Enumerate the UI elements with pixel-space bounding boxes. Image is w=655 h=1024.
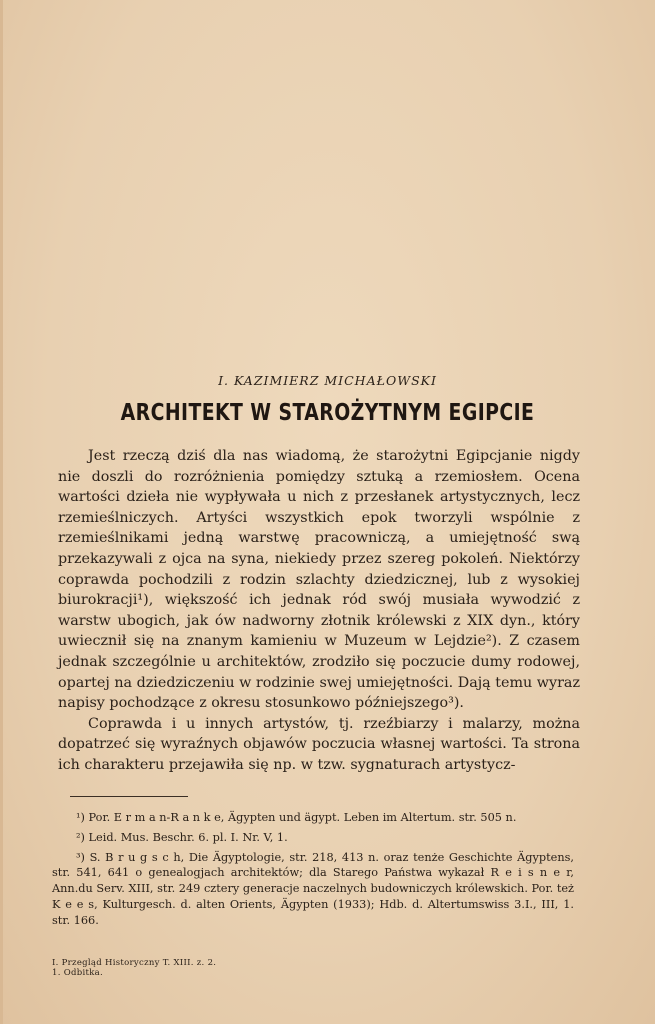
body-paragraph-2: Coprawda i u innych artystów, tj. rzeźbiarzy i malarzy, można dopatrzeć się wyraźnych objawów poczucia własnej wartości. Ta strona ich charakteru przejawiła się np. w tzw. sygnaturach artystycz- bbox=[58, 715, 580, 773]
printer-note-1: I. Przegląd Historyczny T. XIII. z. 2. bbox=[52, 958, 217, 968]
article-body bbox=[58, 446, 580, 776]
footnote-3: ³) S. B r u g s c h, Die Ägyptologie, str. 218, 413 n. oraz tenże Geschichte Ägyptens, str. 541, 641 o genealogjach architektów; dla Starego Państwa wykazał R e i s n e r, Ann.du Serv. XIII, str. 249 cztery generacje naczelnych budowniczych królewskich. Por. też K e e s, Kulturgesch. d. alten Orients, Ägypten (1933); Hdb. d. Altertumswiss 3.I., III, 1. str. 166. bbox=[52, 850, 574, 927]
printer-note-2: 1. Odbitka. bbox=[52, 968, 104, 978]
printer-notes bbox=[52, 958, 216, 978]
body-paragraph-1: Jest rzeczą dziś dla nas wiadomą, że starożytni Egipcjanie nigdy nie doszli do rozróżnienia pomiędzy sztuką a rzemiosłem. Ocena wartości dzieła nie wypływała u nich z przesłanek artystycznych, lecz rzemieślniczych. Artyści wszystkich epok tworzyli wspólnie z rzemieślnikami jedną warstwę pracowniczą, a umiejętność swą przekazywali z ojca na syna, niekiedy przez szereg pokoleń. Niektórzy coprawda pochodzili z rodzin szlachty dziedzicznej, lub z wysokiej biurokracji¹), większość ich jednak ród swój musiała wywodzić z warstw ubogich, jak ów nadworny złotnik królewski z XIX dyn., który uwiecznił się na znanym kamieniu w Muzeum w Lejdzie²). Z czasem jednak szczególnie u architektów, zrodziło się poczucie dumy rodowej, opartej na dziedziczeniu w rodzinie swej umiejętności. Dają temu wyraz napisy pochodzące z okresu stosunkowo późniejszego³). bbox=[58, 448, 580, 712]
article-title: ARCHITEKT W STAROŻYTNYM EGIPCIE bbox=[120, 400, 535, 426]
footnote-2: ²) Leid. Mus. Beschr. 6. pl. I. Nr. V, 1. bbox=[76, 830, 288, 844]
author-line: I. KAZIMIERZ MICHAŁOWSKI bbox=[218, 373, 437, 388]
footnotes bbox=[52, 810, 574, 933]
footnote-1: ¹) Por. E r m a n-R a n k e, Ägypten und ägypt. Leben im Altertum. str. 505 n. bbox=[76, 811, 517, 824]
footnote-separator bbox=[70, 796, 188, 797]
